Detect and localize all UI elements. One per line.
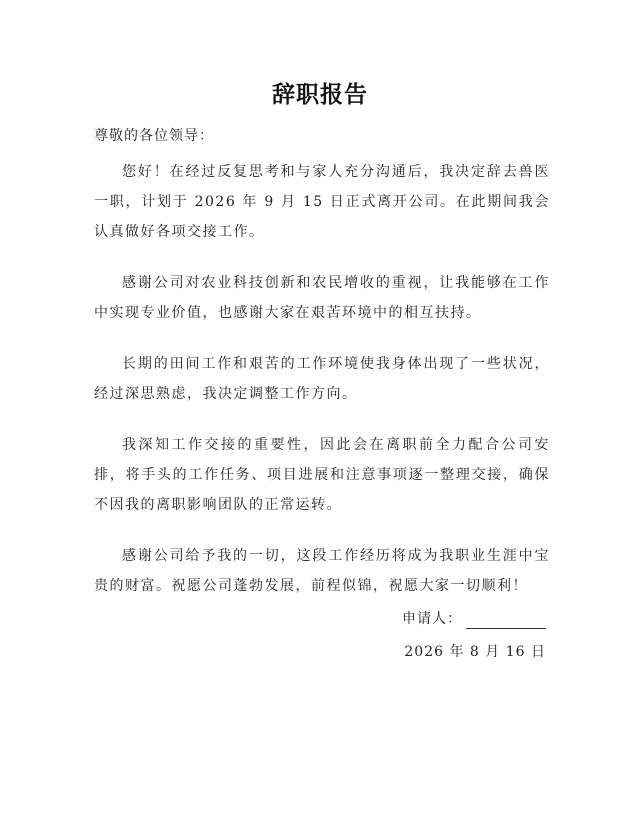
document-body bbox=[94, 157, 550, 622]
applicant-label: 申请人： bbox=[402, 611, 462, 627]
document-date: 2026 年 8 月 16 日 bbox=[404, 644, 546, 660]
paragraph-thanks: 感谢公司对农业科技创新和农民增收的重视，让我能够在工作中实现专业价值，也感谢大家在艰苦环境中的相互扶持。 bbox=[94, 275, 550, 321]
salutation: 尊敬的各位领导： bbox=[94, 128, 214, 144]
paragraph-closing: 感谢公司给予我的一切，这段工作经历将成为我职业生涯中宝贵的财富。祝愿公司蓬勃发展，前程似锦，祝愿大家一切顺利！ bbox=[94, 548, 550, 594]
signature-line bbox=[466, 612, 546, 629]
paragraph-handover: 我深知工作交接的重要性，因此会在离职前全力配合公司安排，将手头的工作任务、项目进展和注意事项逐一整理交接，确保不因我的离职影响团队的正常运转。 bbox=[94, 437, 550, 513]
document-title: 辞职报告 bbox=[272, 82, 368, 108]
paragraph-reason: 长期的田间工作和艰苦的工作环境使我身体出现了一些状况，经过深思熟虑，我决定调整工作方向。 bbox=[94, 356, 550, 402]
signature-block bbox=[94, 609, 546, 629]
paragraph-greeting: 您好！在经过反复思考和与家人充分沟通后，我决定辞去兽医一职，计划于 2026 年 9 月 15 日正式离开公司。在此期间我会认真做好各项交接工作。 bbox=[94, 164, 550, 240]
